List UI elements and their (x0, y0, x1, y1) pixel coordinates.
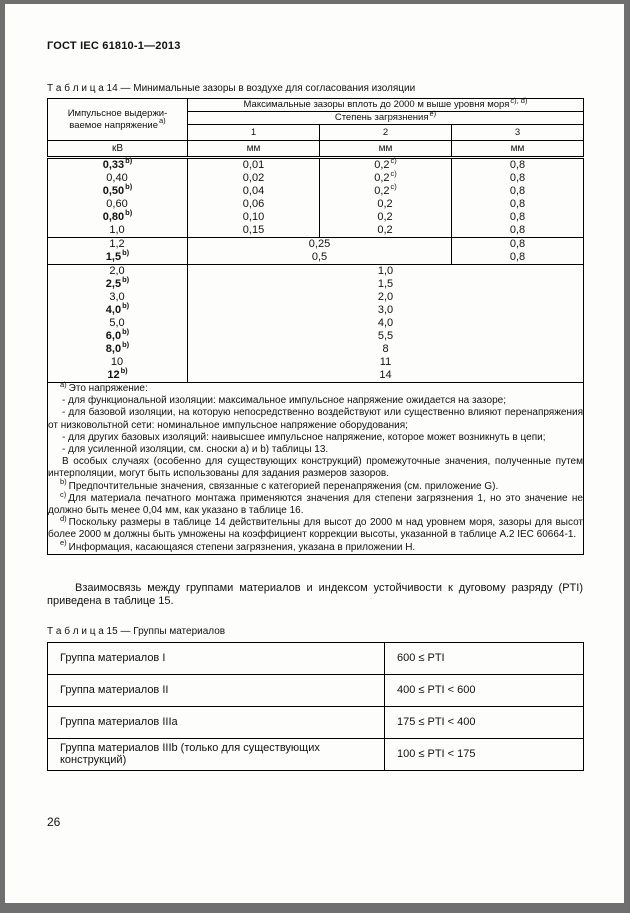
unit-kv: кВ (48, 141, 188, 158)
unit-mm: мм (320, 141, 452, 158)
table-row-group-2 (48, 238, 584, 265)
footnote-e: $^{e)}$ Информация, касающаяся степени загрязнения, указана в приложении Н. (60, 538, 416, 553)
footnote-item: В особых случаях (особенно для существующих конструкций) промежуточные значения, полученные путем интерполяции, могут быть использованы для задания размеров зазоров. (48, 456, 583, 480)
table15-caption: Т а б л и ц а 15 — Группы материалов (47, 625, 226, 637)
footnote-marker: e) (429, 108, 437, 118)
col-header-max-clearances: Максимальные зазоры вплоть до 2000 м выше уровня моря$^{c), d)}$ (188, 99, 584, 112)
table-row (48, 674, 584, 706)
table-row (48, 706, 584, 738)
pollution-degree-2: 2 (320, 125, 452, 141)
page-content (47, 40, 583, 829)
kv-cell: 0,33$^{b)}$ 0,40 0,50$^{b)}$ 0,60 0,80$^{b)}$ 1,0 (48, 158, 188, 238)
clearance-all-degrees-cell: 1,0 1,5 2,0 3,0 4,0 5,5 8 11 14 (188, 265, 584, 383)
footnote-c: $^{c)}$ Для материала печатного монтажа применяются значения для степени загрязнения 1, но это значение не должно быть менее 0,04 мм, как указано в таблице 16. (48, 489, 583, 517)
table-header-row (48, 99, 584, 112)
footnote-item: - для других базовых изоляций: наивысшее импульсное напряжение, которое может возникнуть в цепи; (62, 431, 546, 443)
clearance-degree3-cell: 0,8 0,8 0,8 0,8 0,8 0,8 (452, 158, 584, 238)
document-page (5, 4, 624, 903)
body-paragraph: Взаимосвязь между группами материалов и индексом устойчивости к дуговому разряду (PTI) приведена в таблице 15. (47, 581, 583, 608)
clearance-degree3-cell: 0,8 0,8 (452, 238, 584, 265)
page-number: 26 (47, 814, 61, 829)
footnotes-row (48, 383, 584, 555)
kv-cell: 1,2 1,5$^{b)}$ (48, 238, 188, 265)
col-header-pollution-degree: Степень загрязнения$^{e)}$ (188, 112, 584, 125)
footnote-item: - для базовой изоляции, на которую непосредственно воздействуют или существенно влияют перенапряжения от низковольтной сети: номинальное импульсное напряжение оборудования; (48, 407, 583, 431)
unit-mm: мм (452, 141, 584, 158)
impulse-voltage-line2: ваемое напряжение$^{a)}$ (69, 116, 166, 131)
footnote-item: - для усиленной изоляции, см. сноски a) и b) таблицы 13. (62, 444, 329, 456)
table-row-group-1 (48, 158, 584, 238)
pti-range: 400 ≤ PTI < 600 (385, 674, 584, 706)
clearance-degree2-cell: 0,2$^{c)}$ 0,2$^{c)}$ 0,2$^{c)}$ 0,2 0,2 0,2 (320, 158, 452, 238)
pti-range: 100 ≤ PTI < 175 (385, 738, 584, 770)
table14-caption: Т а б л и ц а 14 — Минимальные зазоры в воздухе для согласования изоляции (47, 83, 416, 94)
material-group-name: Группа материалов I (48, 642, 385, 674)
table-row (48, 738, 584, 770)
table-row (48, 642, 584, 674)
pollution-degree-3: 3 (452, 125, 584, 141)
footnote-marker: a) (159, 116, 166, 126)
footnote-item: - для функциональной изоляции: максимальное импульсное напряжение ожидается на зазоре; (62, 395, 506, 407)
document-header: ГОСТ IEC 61810-1—2013 (47, 40, 181, 52)
pollution-degree-1: 1 (188, 125, 320, 141)
impulse-voltage-line1: Импульсное выдержи- (67, 107, 168, 119)
footnote-d: $^{d)}$ Поскольку размеры в таблице 14 действительны для высот до 2000 м над уровнем моря, зазоры для высот более 2000 м должны быть умножены на коэффициент коррекции высоты, указанной в таблице А.2 IEC 60664-1. (48, 513, 583, 541)
material-group-name: Группа материалов II (48, 674, 385, 706)
table-15-material-groups (47, 642, 584, 771)
pti-range: 175 ≤ PTI < 400 (385, 706, 584, 738)
clearance-degree12-cell: 0,25 0,5 (188, 238, 452, 265)
kv-cell: 2,0 2,5$^{b)}$ 3,0 4,0$^{b)}$ 5,0 6,0$^{b)}$ 8,0$^{b)}$ 10 12$^{b)}$ (48, 265, 188, 383)
material-group-name: Группа материалов IIIa (48, 706, 385, 738)
clearance-degree1-cell: 0,01 0,02 0,04 0,06 0,10 0,15 (188, 158, 320, 238)
footnote-a: $^{a)}$ Это напряжение: (60, 379, 148, 394)
material-group-name: Группа материалов IIIb (только для существующих конструкций) (48, 738, 385, 770)
units-row (48, 141, 584, 158)
footnotes-cell (48, 379, 584, 555)
footnote-b: $^{b)}$ Предпочтительные значения, связанные с категорией перенапряжения (см. приложение G). (60, 477, 499, 492)
footnote-marker: c), d) (510, 95, 528, 105)
table-row-group-3 (48, 265, 584, 383)
table-14-min-clearances (47, 95, 584, 555)
unit-mm: мм (188, 141, 320, 158)
pti-range: 600 ≤ PTI (385, 642, 584, 674)
col-header-impulse-voltage (48, 99, 188, 141)
